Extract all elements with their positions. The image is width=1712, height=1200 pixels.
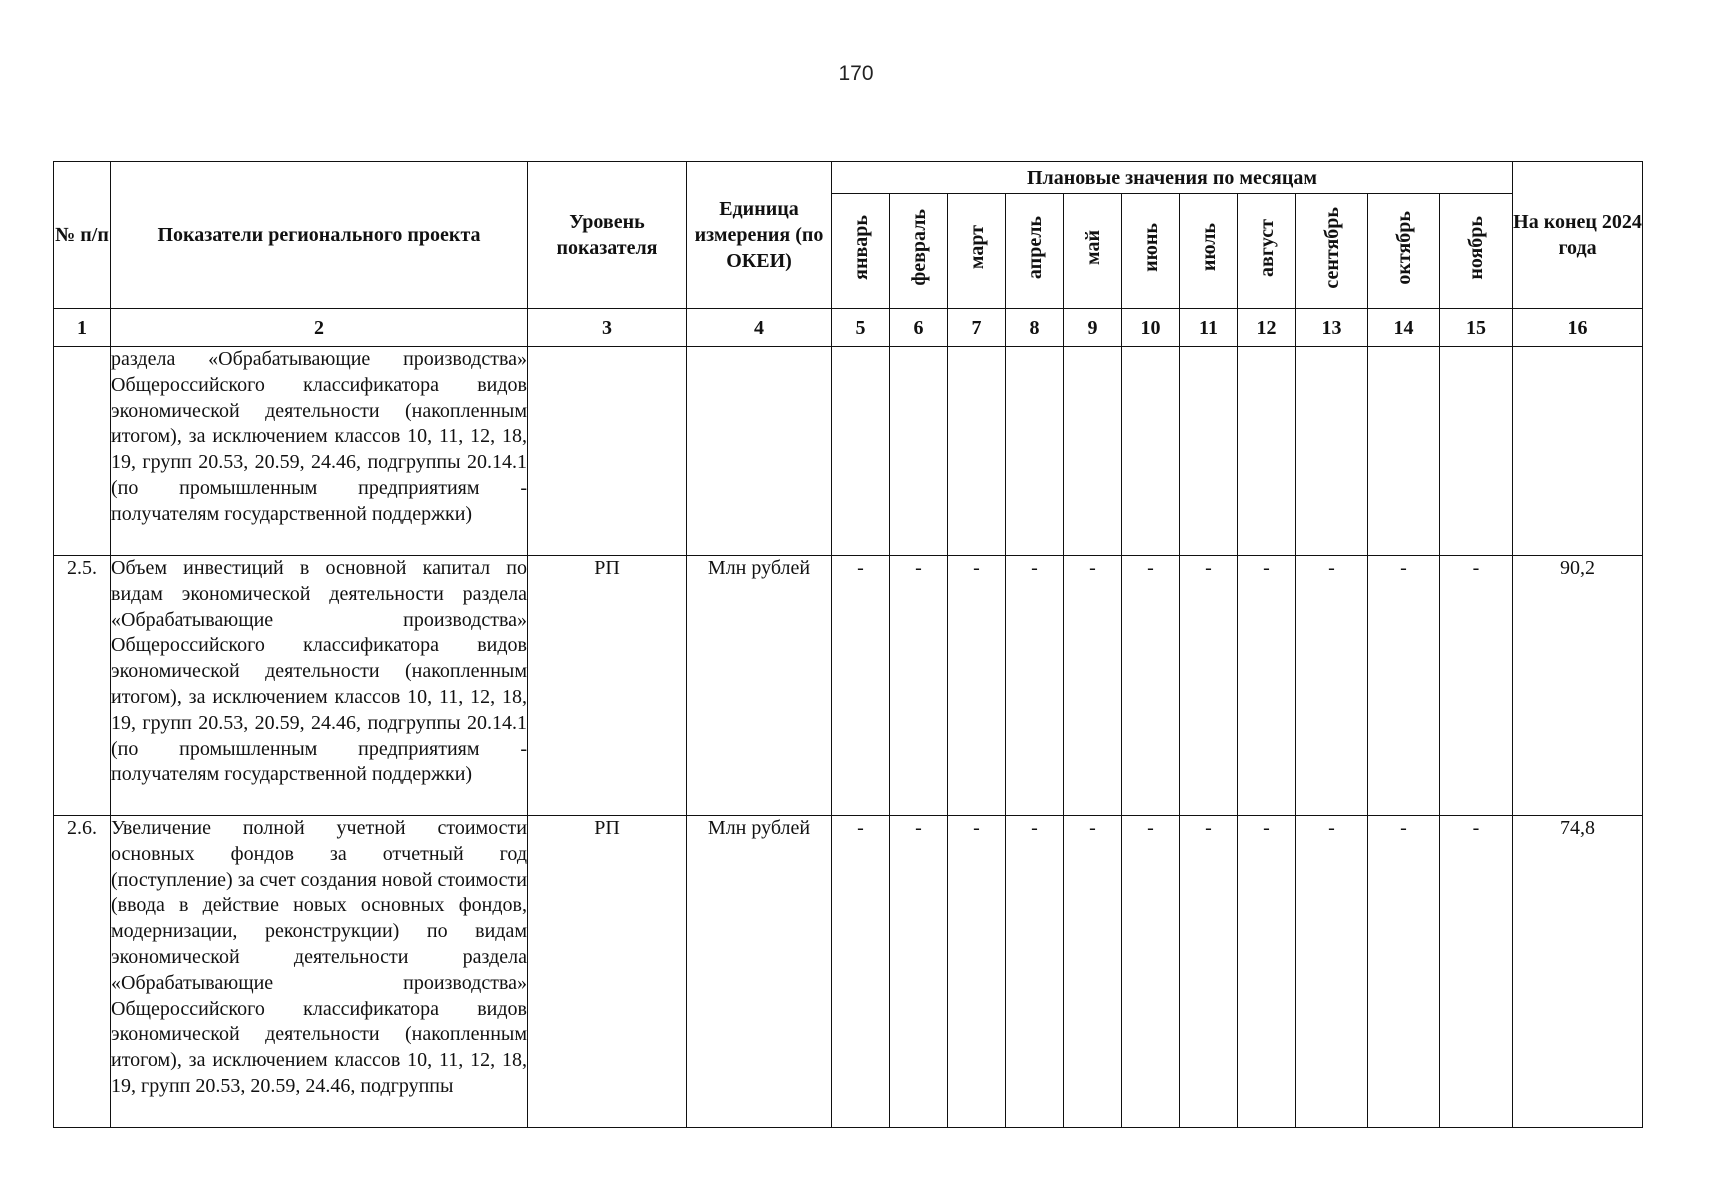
month-value xyxy=(1296,347,1368,556)
column-number: 9 xyxy=(1064,309,1122,347)
month-label: август xyxy=(1255,218,1278,277)
column-number: 3 xyxy=(528,309,687,347)
month-value xyxy=(1006,347,1064,556)
month-value xyxy=(1368,347,1440,556)
column-number: 16 xyxy=(1513,309,1643,347)
month-value xyxy=(1238,347,1296,556)
month-value: - xyxy=(1180,816,1238,1128)
month-value: - xyxy=(890,556,948,816)
year-end-value: 74,8 xyxy=(1513,816,1643,1128)
indicators-table xyxy=(53,161,1643,1128)
month-value: - xyxy=(1296,556,1368,816)
indicator-text: раздела «Обрабатывающие производства» Общероссийского классификатора видов экономической деятельности (накопленным итогом), за исключением классов 10, 11, 12, 18, 19, групп 20.53, 20.59, 24.46, подгруппы 20.14.1 (по промышленным предприятиям - получателям государственной поддержки) xyxy=(111,347,528,556)
month-value: - xyxy=(1006,556,1064,816)
month-value: - xyxy=(1064,816,1122,1128)
month-label: март xyxy=(965,225,988,270)
month-label: июль xyxy=(1197,223,1220,272)
month-value: - xyxy=(948,556,1006,816)
month-value: - xyxy=(1368,556,1440,816)
header-month xyxy=(1122,194,1180,309)
header-monthly-group: Плановые значения по месяцам xyxy=(832,162,1513,194)
header-month xyxy=(948,194,1006,309)
month-value xyxy=(890,347,948,556)
column-number: 12 xyxy=(1238,309,1296,347)
month-value xyxy=(1122,347,1180,556)
month-value xyxy=(1180,347,1238,556)
month-value: - xyxy=(1006,816,1064,1128)
column-number: 7 xyxy=(948,309,1006,347)
unit-cell xyxy=(687,347,832,556)
row-number: 2.5. xyxy=(54,556,111,816)
indicator-level: РП xyxy=(528,816,687,1128)
month-label: май xyxy=(1081,229,1104,265)
row-number xyxy=(54,347,111,556)
month-value xyxy=(948,347,1006,556)
column-number: 13 xyxy=(1296,309,1368,347)
indicator-level xyxy=(528,347,687,556)
header-month xyxy=(1368,194,1440,309)
month-value: - xyxy=(890,816,948,1128)
unit-cell: Млн рублей xyxy=(687,556,832,816)
indicator-text: Увеличение полной учетной стоимости основных фондов за отчетный год (поступление) за счет создания новой стоимости (ввода в действие новых основных фондов, модернизации, реконструкции) по видам экономической деятельности раздела «Обрабатывающие производства» Общероссийского классификатора видов экономической деятельности (накопленным итогом), за исключением классов 10, 11, 12, 18, 19, групп 20.53, 20.59, 24.46, подгруппы xyxy=(111,816,528,1128)
month-value: - xyxy=(1064,556,1122,816)
header-month xyxy=(1238,194,1296,309)
month-value: - xyxy=(1238,816,1296,1128)
month-label: ноябрь xyxy=(1465,215,1487,280)
column-number: 1 xyxy=(54,309,111,347)
row-number: 2.6. xyxy=(54,816,111,1128)
table-row xyxy=(54,556,1643,816)
table-row xyxy=(54,816,1643,1128)
column-number: 5 xyxy=(832,309,890,347)
month-label: февраль xyxy=(907,209,930,286)
month-value: - xyxy=(1180,556,1238,816)
header-month xyxy=(1296,194,1368,309)
column-number: 6 xyxy=(890,309,948,347)
column-number: 14 xyxy=(1368,309,1440,347)
header-month xyxy=(1440,194,1513,309)
header-no: № п/п xyxy=(54,162,111,309)
month-value xyxy=(1064,347,1122,556)
column-number: 4 xyxy=(687,309,832,347)
month-value xyxy=(1440,347,1513,556)
column-number: 15 xyxy=(1440,309,1513,347)
indicator-text: Объем инвестиций в основной капитал по видам экономической деятельности раздела «Обрабатывающие производства» Общероссийского классификатора видов экономической деятельности (накопленным итогом), за исключением классов 10, 11, 12, 18, 19, групп 20.53, 20.59, 24.46, подгруппы 20.14.1 (по промышленным предприятиям - получателям государственной поддержки) xyxy=(111,556,528,816)
month-value: - xyxy=(1296,816,1368,1128)
header-month xyxy=(1180,194,1238,309)
month-label: октябрь xyxy=(1392,210,1415,285)
header-unit: Единица измерения (по ОКЕИ) xyxy=(687,162,832,309)
header-level: Уровень показателя xyxy=(528,162,687,309)
year-end-value: 90,2 xyxy=(1513,556,1643,816)
month-value: - xyxy=(1440,556,1513,816)
page-number: 170 xyxy=(838,62,874,85)
column-number: 10 xyxy=(1122,309,1180,347)
header-month xyxy=(890,194,948,309)
month-value: - xyxy=(1440,816,1513,1128)
column-number: 2 xyxy=(111,309,528,347)
month-value: - xyxy=(1122,556,1180,816)
unit-cell: Млн рублей xyxy=(687,816,832,1128)
month-label: январь xyxy=(849,215,872,280)
month-value xyxy=(832,347,890,556)
month-value: - xyxy=(832,816,890,1128)
column-number-row xyxy=(54,309,1643,347)
header-month xyxy=(1006,194,1064,309)
month-value: - xyxy=(1122,816,1180,1128)
month-value: - xyxy=(1238,556,1296,816)
column-number: 8 xyxy=(1006,309,1064,347)
indicator-level: РП xyxy=(528,556,687,816)
month-label: апрель xyxy=(1023,215,1046,280)
column-number: 11 xyxy=(1180,309,1238,347)
month-label: сентябрь xyxy=(1320,206,1343,289)
month-label: июнь xyxy=(1139,223,1162,272)
header-month xyxy=(1064,194,1122,309)
header-year-end: На конец 2024 года xyxy=(1513,162,1643,309)
month-value: - xyxy=(832,556,890,816)
header-month xyxy=(832,194,890,309)
month-value: - xyxy=(948,816,1006,1128)
year-end-value xyxy=(1513,347,1643,556)
table-row xyxy=(54,347,1643,556)
month-value: - xyxy=(1368,816,1440,1128)
header-indicator: Показатели регионального проекта xyxy=(111,162,528,309)
